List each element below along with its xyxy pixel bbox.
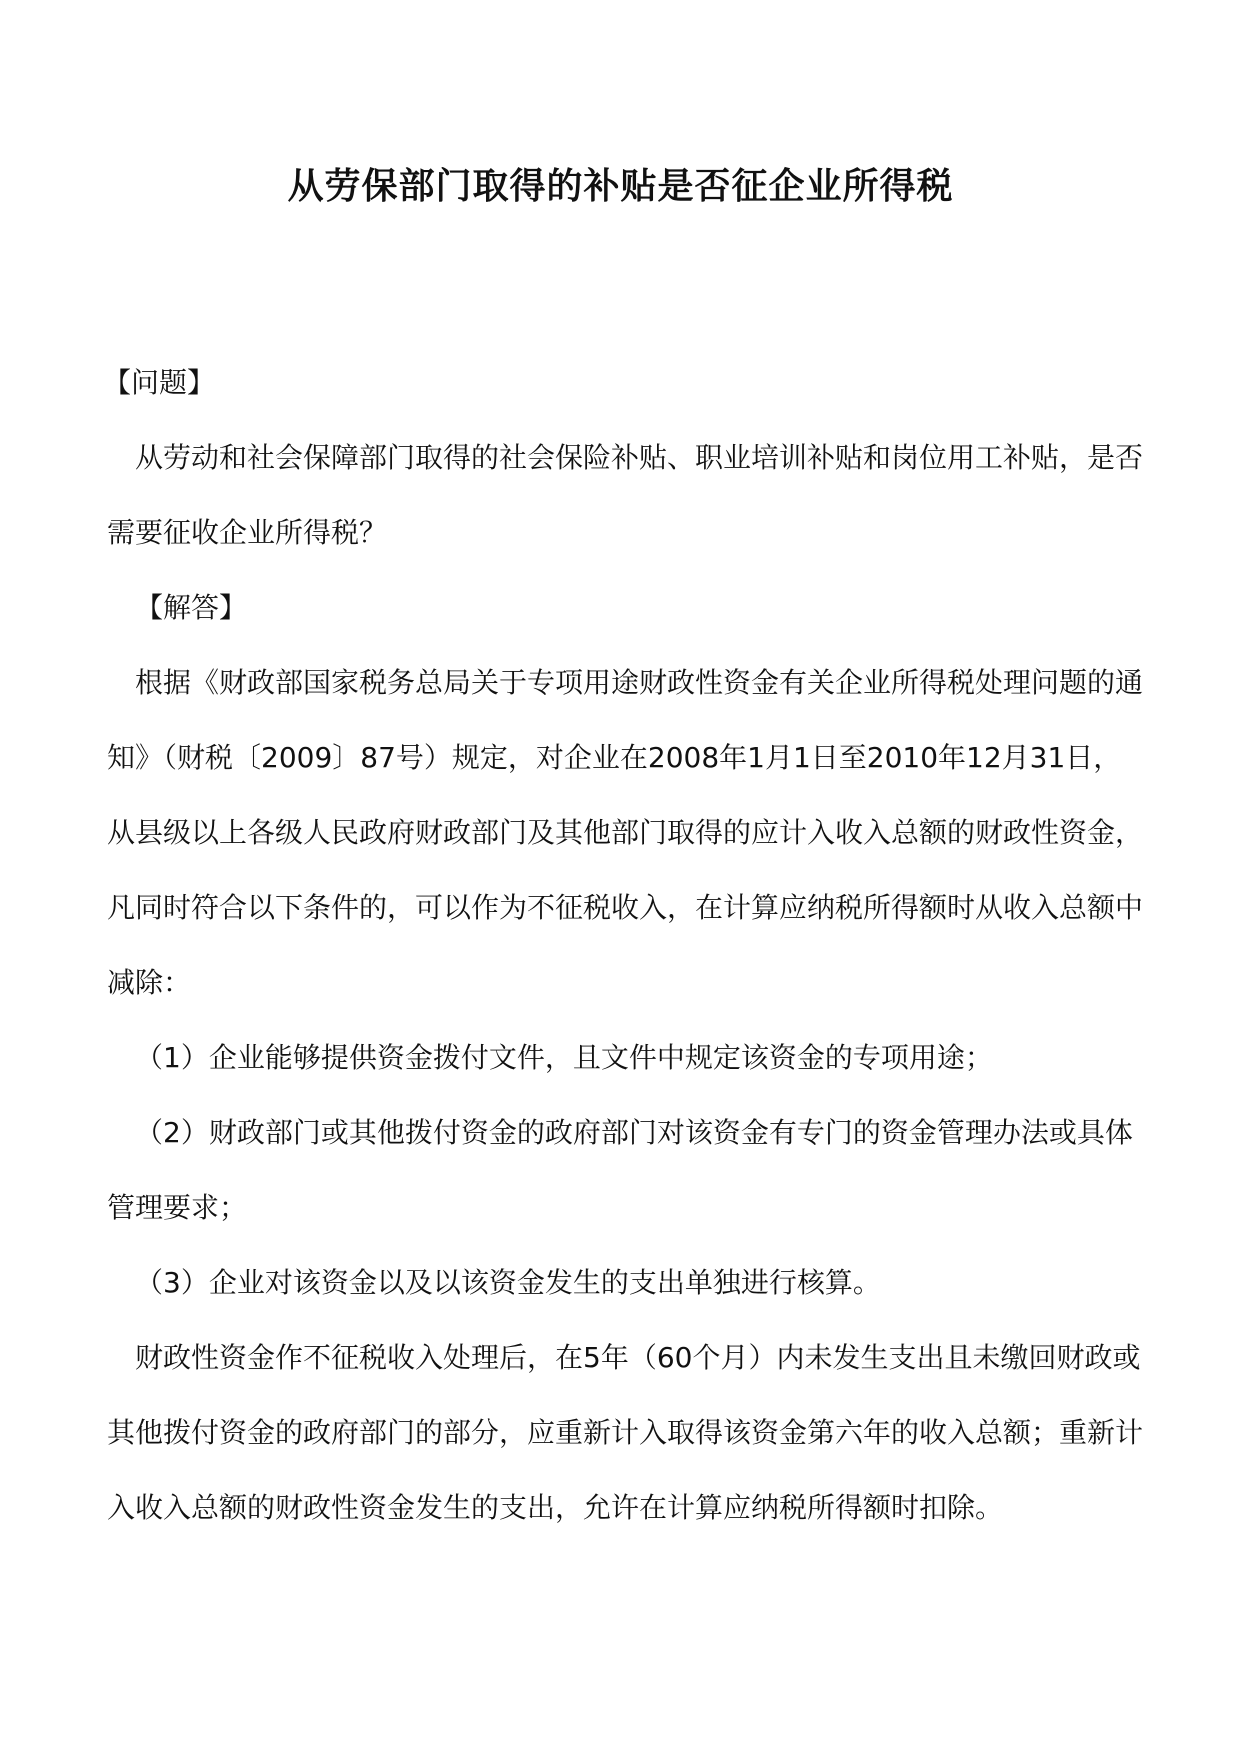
answer-paragraph-2: 财政性资金作不征税收入处理后，在5年（60个月）内未发生支出且未缴回财政或其他拨付资金的政府部门的部分，应重新计入取得该资金第六年的收入总额；重新计入收入总额的财政性资金发生的支出，允许在计算应纳税所得额时扣除。 xyxy=(107,1341,1144,1524)
document-title: 从劳保部门取得的补贴是否征企业所得税 xyxy=(287,165,954,207)
condition-1: （1）企业能够提供资金拨付文件，且文件中规定该资金的专项用途； xyxy=(135,1041,993,1074)
condition-3: （3）企业对该资金以及以该资金发生的支出单独进行核算。 xyxy=(135,1266,881,1299)
question-text: 从劳动和社会保障部门取得的社会保险补贴、职业培训补贴和岗位用工补贴，是否需要征收企业所得税？ xyxy=(107,441,1144,549)
answer-heading: 【解答】 xyxy=(135,591,248,624)
answer-paragraph-1: 根据《财政部国家税务总局关于专项用途财政性资金有关企业所得税处理问题的通知》（财税〔2009〕87号）规定，对企业在2008年1月1日至2010年12月31日，从县级以上各级人民政府财政部门及其他部门取得的应计入收入总额的财政性资金，凡同时符合以下条件的，可以作为不征税收入，在计算应纳税所得额时从收入总额中减除： xyxy=(107,666,1144,999)
document-body xyxy=(103,345,1147,1545)
condition-2: （2）财政部门或其他拨付资金的政府部门对该资金有专门的资金管理办法或具体管理要求； xyxy=(107,1116,1133,1224)
question-heading: 【问题】 xyxy=(103,366,216,399)
